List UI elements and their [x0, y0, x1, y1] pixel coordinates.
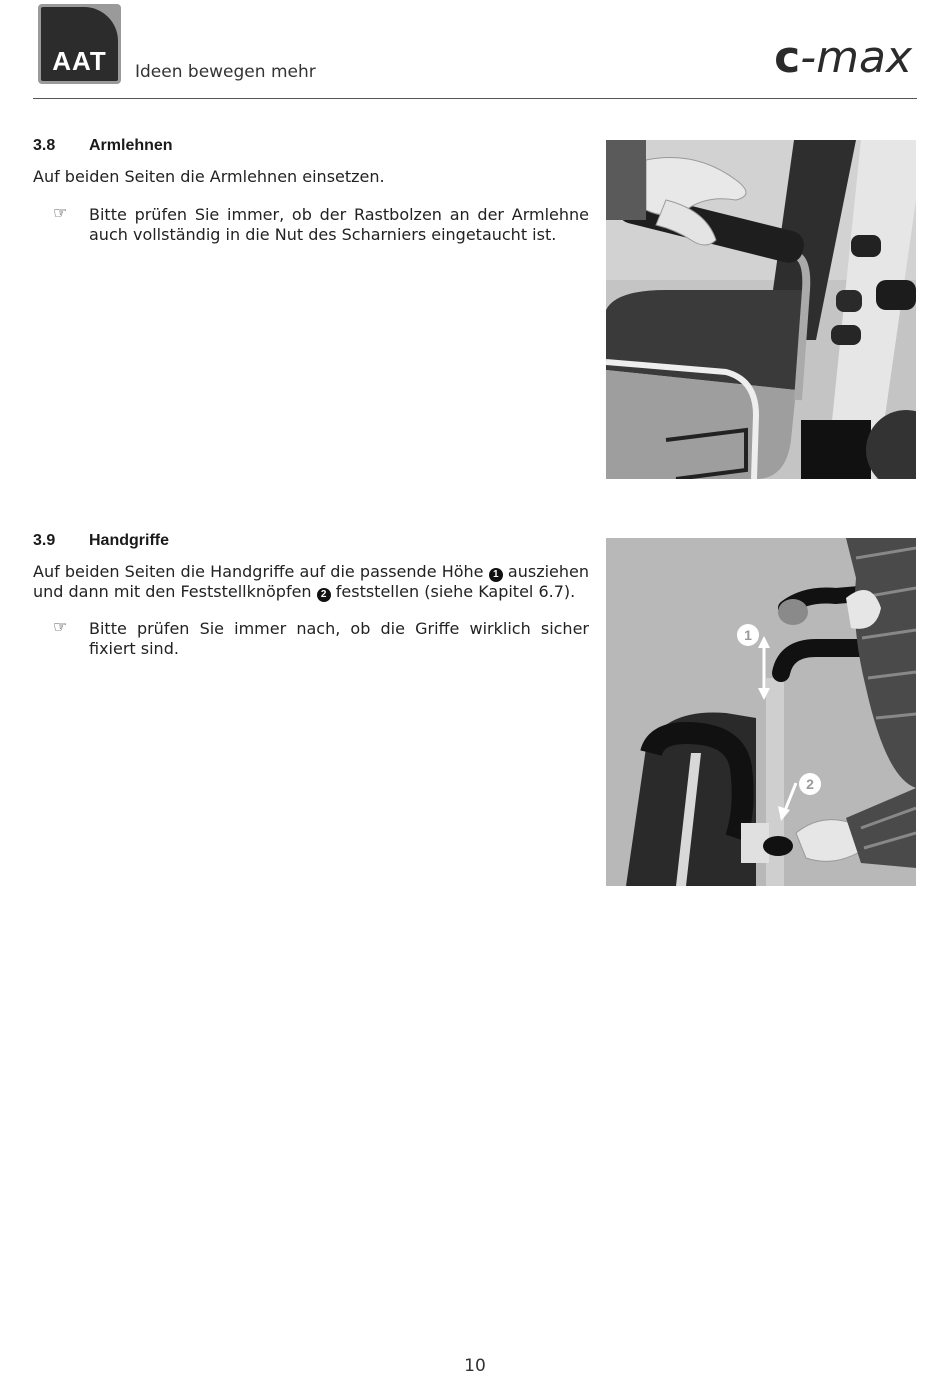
pointing-hand-icon: ☞: [53, 203, 68, 222]
header-divider: [33, 98, 917, 99]
note-block: [33, 205, 589, 245]
section-title: Armlehnen: [89, 137, 173, 154]
photo-label-2: 2: [806, 776, 814, 792]
paragraph-text-part2: ausziehen und dann mit den Feststellknöpfen: [33, 562, 589, 601]
armrest-illustration: [606, 140, 916, 479]
paragraph-text-part1: Auf beiden Seiten die Handgriffe auf die passende Höhe: [33, 562, 484, 581]
section-heading-armlehnen: [33, 137, 173, 155]
section-paragraph: [33, 562, 589, 602]
photo-label-1: 1: [744, 627, 752, 643]
aat-logo-badge: [41, 7, 118, 81]
marker-1-badge: 1: [489, 568, 503, 582]
tagline: Ideen bewegen mehr: [135, 62, 316, 82]
section-heading-handgriffe: [33, 532, 169, 550]
c-max-brand-logo: [774, 32, 912, 83]
handle-illustration: [606, 538, 916, 886]
note-text: Bitte prüfen Sie immer, ob der Rastbolzen an der Armlehne auch vollständig in die Nut des Scharniers eingetaucht ist.: [89, 205, 589, 244]
pointing-hand-icon: ☞: [53, 617, 68, 636]
page-number: 10: [464, 1356, 486, 1376]
aat-logo-text: AAT: [52, 46, 107, 76]
brand-c: c: [774, 32, 801, 83]
brand-max: -max: [800, 32, 912, 83]
section-title: Handgriffe: [89, 532, 169, 549]
marker-2-badge: 2: [317, 588, 331, 602]
section-paragraph: Auf beiden Seiten die Armlehnen einsetzen.: [33, 167, 385, 186]
handle-photo: [606, 538, 916, 886]
paragraph-text-part3: feststellen (siehe Kapitel 6.7).: [335, 582, 576, 601]
armrest-photo: [606, 140, 916, 479]
note-text: Bitte prüfen Sie immer nach, ob die Griffe wirklich sicher fixiert sind.: [89, 619, 589, 658]
note-block: [33, 619, 589, 659]
aat-logo: [38, 4, 121, 84]
section-number: 3.9: [33, 532, 56, 549]
section-number: 3.8: [33, 137, 56, 154]
